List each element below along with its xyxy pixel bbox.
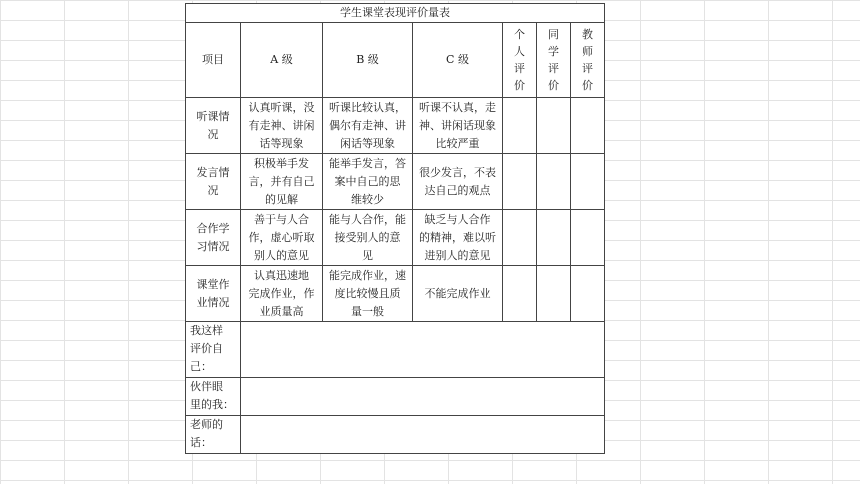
row-c-level <box>413 266 503 322</box>
text-line: 况 <box>207 127 219 141</box>
header-peer-char: 同 <box>548 28 559 41</box>
text-line: 闲话等现象 <box>340 136 395 150</box>
text-line: 缺乏与人合作 <box>424 212 491 226</box>
table-row <box>186 266 605 322</box>
row-b-level <box>323 154 413 210</box>
row-a-level <box>241 210 323 266</box>
row-a-level <box>241 98 323 154</box>
footer-label <box>186 378 241 416</box>
text-line: 认真迅速地 <box>254 268 309 282</box>
header-c-level: C 级 <box>413 23 503 98</box>
row-b-level <box>323 266 413 322</box>
text-line: 里的我： <box>190 398 234 411</box>
row-item-label <box>186 210 241 266</box>
footer-row-peer <box>186 378 605 416</box>
text-line: 况 <box>207 183 219 197</box>
text-line: 业质量高 <box>259 304 304 318</box>
row-c-level <box>413 154 503 210</box>
header-self-char: 个 <box>514 28 525 41</box>
text-line: 很少发言，不表 <box>419 165 496 179</box>
text-line: 我这样 <box>190 324 223 337</box>
text-line: 能举手发言，答 <box>329 156 406 170</box>
text-line: 认真听课，没 <box>248 100 315 114</box>
text-line: 能与人合作，能 <box>329 212 406 226</box>
header-teacher-char: 教 <box>582 28 593 41</box>
text-line: 听课比较认真， <box>329 100 406 114</box>
table-row <box>186 154 605 210</box>
row-item-label <box>186 266 241 322</box>
teacher-evaluation-cell[interactable] <box>571 98 605 154</box>
header-teacher-char: 价 <box>582 79 593 92</box>
text-line: 有走神、讲闲 <box>248 118 315 132</box>
footer-row-self <box>186 322 605 378</box>
header-teacher-char: 评 <box>582 62 593 75</box>
text-line: 维较少 <box>351 192 384 206</box>
text-line: 习情况 <box>196 239 230 253</box>
header-peer-char: 学 <box>548 45 559 58</box>
header-self-evaluation <box>503 23 537 98</box>
text-line: 别人的意见 <box>254 248 309 262</box>
row-b-level <box>323 98 413 154</box>
text-line: 进别人的意见 <box>424 248 491 262</box>
text-line: 积极举手发 <box>254 156 309 170</box>
teacher-evaluation-cell[interactable] <box>571 154 605 210</box>
row-a-level <box>241 154 323 210</box>
text-line: 接受别人的意 <box>334 230 401 244</box>
text-line: 比较严重 <box>435 136 480 150</box>
text-line: 不能完成作业 <box>424 286 491 300</box>
text-line: 话等现象 <box>259 136 304 150</box>
header-b-level: B 级 <box>323 23 413 98</box>
peer-evaluation-cell[interactable] <box>537 266 571 322</box>
self-comment-field[interactable] <box>241 322 605 378</box>
text-line: 业情况 <box>196 295 230 309</box>
text-line: 量一般 <box>351 304 384 318</box>
self-evaluation-cell[interactable] <box>503 98 537 154</box>
text-line: 案中自己的思 <box>334 174 401 188</box>
peer-evaluation-cell[interactable] <box>537 210 571 266</box>
header-teacher-evaluation <box>571 23 605 98</box>
text-line: 老师的 <box>190 418 223 431</box>
text-line: 伙伴眼 <box>190 380 223 393</box>
text-line: 听课情 <box>196 109 230 123</box>
peer-evaluation-cell[interactable] <box>537 98 571 154</box>
text-line: 达自己的观点 <box>424 183 491 197</box>
self-evaluation-cell[interactable] <box>503 210 537 266</box>
text-line: 发言情 <box>196 165 230 179</box>
row-c-level <box>413 210 503 266</box>
header-peer-char: 价 <box>548 79 559 92</box>
header-peer-char: 评 <box>548 62 559 75</box>
header-self-char: 人 <box>514 45 525 58</box>
text-line: 偶尔有走神、讲 <box>329 118 406 132</box>
header-item: 项目 <box>186 23 241 98</box>
footer-row-teacher <box>186 416 605 454</box>
peer-evaluation-cell[interactable] <box>537 154 571 210</box>
teacher-comment-field[interactable] <box>241 416 605 454</box>
peer-comment-field[interactable] <box>241 378 605 416</box>
text-line: 合作学 <box>196 221 230 235</box>
header-teacher-char: 师 <box>582 45 593 58</box>
header-peer-evaluation <box>537 23 571 98</box>
text-line: 作，虚心听取 <box>248 230 315 244</box>
teacher-evaluation-cell[interactable] <box>571 266 605 322</box>
row-a-level <box>241 266 323 322</box>
row-b-level <box>323 210 413 266</box>
footer-label <box>186 416 241 454</box>
evaluation-table <box>185 3 605 454</box>
text-line: 神、讲闲话现象 <box>419 118 496 132</box>
table-row <box>186 210 605 266</box>
text-line: 善于与人合 <box>254 212 309 226</box>
text-line: 完成作业，作 <box>248 286 315 300</box>
text-line: 见 <box>362 248 373 262</box>
text-line: 己： <box>190 360 212 373</box>
row-item-label <box>186 154 241 210</box>
header-a-level: A 级 <box>241 23 323 98</box>
header-self-char: 评 <box>514 62 525 75</box>
self-evaluation-cell[interactable] <box>503 154 537 210</box>
text-line: 评价自 <box>190 342 223 355</box>
text-line: 度比较慢且质 <box>334 286 401 300</box>
row-item-label <box>186 98 241 154</box>
text-line: 的见解 <box>265 192 298 206</box>
text-line: 课堂作 <box>196 277 230 291</box>
text-line: 能完成作业，速 <box>329 268 406 282</box>
self-evaluation-cell[interactable] <box>503 266 537 322</box>
header-self-char: 价 <box>514 79 525 92</box>
text-line: 言，并有自己 <box>248 174 315 188</box>
teacher-evaluation-cell[interactable] <box>571 210 605 266</box>
footer-label <box>186 322 241 378</box>
row-c-level <box>413 98 503 154</box>
text-line: 的精神，难以听 <box>419 230 496 244</box>
text-line: 话： <box>190 436 212 449</box>
table-row <box>186 98 605 154</box>
text-line: 听课不认真，走 <box>419 100 496 114</box>
table-title: 学生课堂表现评价量表 <box>186 4 605 23</box>
